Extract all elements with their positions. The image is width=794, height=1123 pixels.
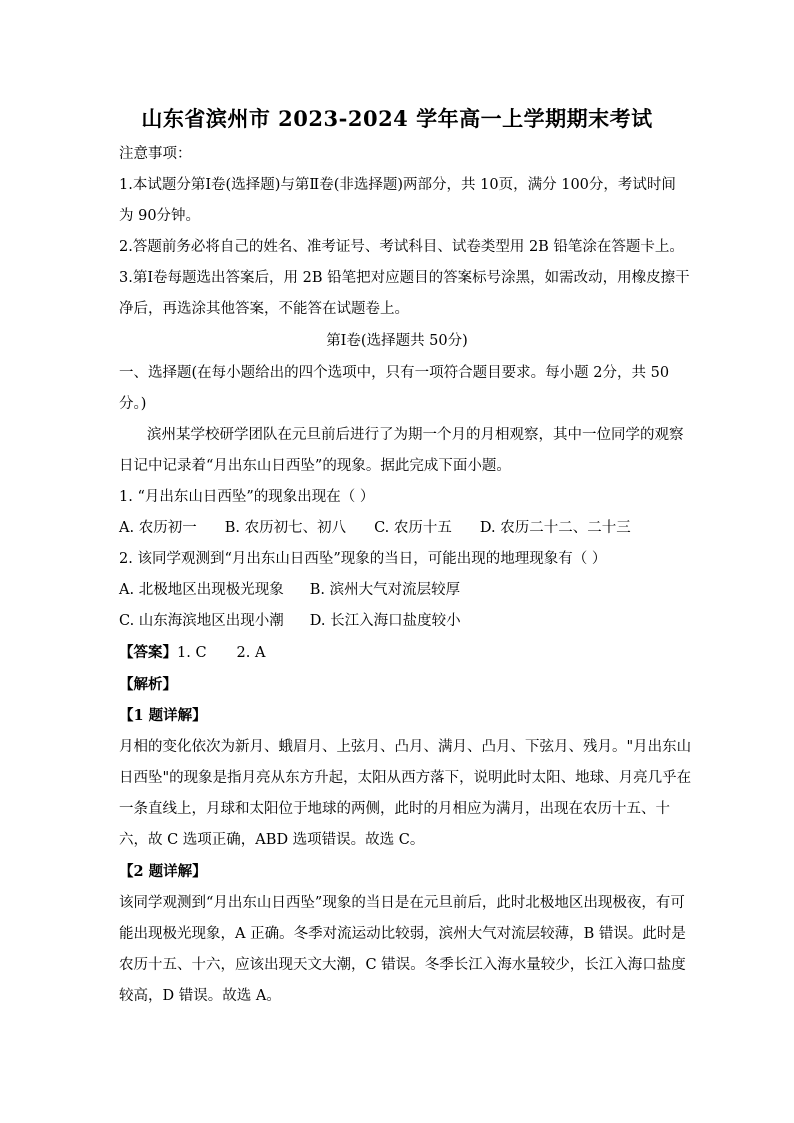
q1-option-a: A. 农历初一 (119, 520, 197, 536)
question-2-options-row-1 (119, 580, 460, 600)
detail-1-line: 六，故 C 选项正确，ABD 选项错误。故选 C。 (119, 832, 425, 848)
q1-option-b: B. 农历初七、初八 (224, 520, 347, 536)
question-1-options (119, 518, 631, 538)
q1-option-d: D. 农历二十二、二十三 (479, 520, 631, 536)
note-item-3: 3.第Ⅰ卷每题选出答案后，用 2B 铅笔把对应题目的答案标号涂黑，如需改动，用橡皮擦干 (119, 270, 690, 286)
answer-label: 【答案】 (119, 644, 177, 661)
q2-option-a: A. 北极地区出现极光现象 (119, 582, 284, 598)
detail-1-line: 一条直线上，月球和太阳位于地球的两侧，此时的月相应为满月，出现在农历十五、十 (119, 801, 670, 817)
note-item-1-cont: 为 90分钟。 (119, 208, 201, 224)
passage: 滨州某学校研学团队在元旦前后进行了为期一个月的月相观察，其中一位同学的观察 (147, 427, 684, 443)
detail-2-line: 农历十五、十六，应该出现天文大潮，C 错误。冬季长江入海水量较少，长江入海口盐度 (119, 957, 686, 973)
answer-2: 2. A (236, 645, 266, 661)
note-item-1: 1.本试题分第Ⅰ卷(选择题)与第Ⅱ卷(非选择题)两部分，共 10页，满分 100分，考试时间 (119, 177, 676, 193)
note-item-3-cont: 净后，再选涂其他答案，不能答在试题卷上。 (119, 301, 409, 317)
detail-2-line: 该同学观测到“月出东山日西坠”现象的当日是在元旦前后，此时北极地区出现极夜，有可 (119, 895, 685, 911)
q2-option-d: D. 长江入海口盐度较小 (309, 613, 461, 629)
analysis-label: 【解析】 (119, 676, 177, 693)
question-2-stem: 2. 该同学观测到“月出东山日西坠”现象的当日，可能出现的地理现象有（ ） (119, 551, 607, 567)
question-2-options-row-2 (119, 611, 461, 631)
q2-option-c: C. 山东海滨地区出现小潮 (119, 613, 284, 629)
answer-1: 1. C (177, 645, 207, 661)
page-title: 山东省滨州市 2023-2024 学年高一上学期期末考试 (141, 106, 653, 131)
passage-cont: 日记中记录着“月出东山日西坠”的现象。据此完成下面小题。 (119, 458, 511, 474)
detail-2-label: 【2 题详解】 (119, 863, 207, 880)
note-item-2: 2.答题前务必将自己的姓名、准考证号、考试科目、试卷类型用 2B 铅笔涂在答题卡上。 (119, 239, 684, 255)
detail-2-line: 较高，D 错误。故选 A。 (119, 988, 281, 1004)
q2-option-b: B. 滨州大气对流层较厚 (309, 582, 461, 598)
instructions-cont: 分。) (119, 396, 147, 412)
q1-option-c: C. 农历十五 (374, 520, 452, 536)
question-1-stem: 1. “月出东山日西坠”的现象出现在（ ） (119, 489, 375, 505)
instructions: 一、选择题(在每小题给出的四个选项中，只有一项符合题目要求。每小题 2分，共 50 (119, 365, 670, 381)
detail-2-line: 能出现极光现象，A 正确。冬季对流运动比较弱，滨州大气对流层较薄，B 错误。此时是 (119, 926, 686, 942)
detail-1-line: 月相的变化依次为新月、蛾眉月、上弦月、凸月、满月、凸月、下弦月、残月。"月出东山 (119, 739, 692, 755)
notes-heading: 注意事项： (119, 146, 192, 162)
section-title: 第Ⅰ卷(选择题共 50分) (326, 333, 468, 349)
detail-1-label: 【1 题详解】 (119, 707, 207, 724)
answer-line (119, 643, 265, 663)
detail-1-line: 日西坠"的现象是指月亮从东方升起，太阳从西方落下，说明此时太阳、地球、月亮几乎在 (119, 770, 692, 786)
